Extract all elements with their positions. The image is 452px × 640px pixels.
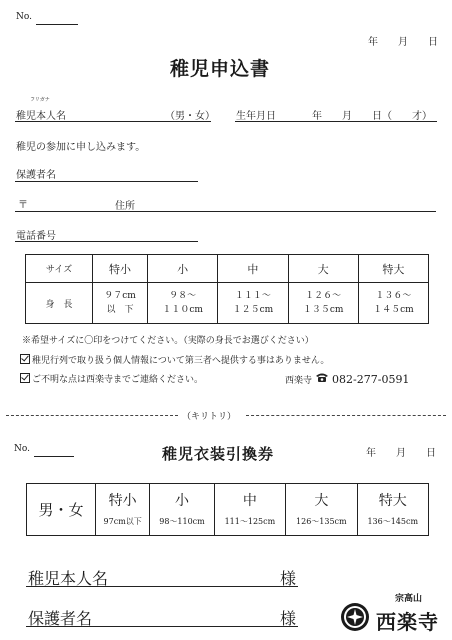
temple-mountain-name: 宗高山 (395, 594, 423, 604)
guardian-field[interactable] (15, 181, 198, 182)
ticket-size-xl[interactable] (357, 484, 428, 536)
note-contact: ご不明な点は西楽寺までご連絡ください。 (32, 375, 204, 385)
checkbox-checked-icon (20, 354, 30, 364)
form-no-label: No. (16, 12, 32, 22)
ticket-size-range: 111〜125cm (224, 516, 276, 526)
ticket-honorific: 様 (280, 609, 297, 628)
child-name-field[interactable] (15, 121, 211, 122)
note-size: ※希望サイズに〇印をつけてください。（実際の身長でお選びください） (22, 336, 314, 346)
address-field[interactable] (15, 211, 436, 212)
height-range-s-to: １１０cm (162, 305, 203, 315)
form-date: 年 月 日 (368, 37, 438, 48)
ticket-size-xs[interactable] (96, 484, 150, 536)
ticket-no-field[interactable] (34, 456, 74, 457)
ticket-no-label: No. (14, 444, 30, 454)
child-name-ruby: フリガナ (30, 97, 50, 103)
size-option-l[interactable]: 大 (288, 255, 358, 283)
height-range-m (218, 283, 288, 324)
note-privacy: 稚児行列で取り扱う個人情報について第三者へ提供する事はありません。 (32, 356, 330, 366)
ticket-child-name-field[interactable] (26, 586, 298, 587)
phone-label: 電話番号 (16, 231, 56, 242)
birth-label: 生年月日 (236, 111, 276, 122)
ticket-size-range: 98〜110cm (159, 516, 205, 526)
child-name-label: 稚児本人名 (16, 111, 66, 122)
ticket-size-m[interactable] (214, 484, 285, 536)
ticket-size-label: 大 (314, 492, 329, 509)
height-range-xs-to: 以 下 (106, 305, 134, 315)
height-range-l (288, 283, 358, 324)
ticket-gender[interactable]: 男・女 (27, 484, 96, 536)
size-option-m[interactable]: 中 (218, 255, 288, 283)
size-table (25, 254, 429, 324)
temple-contact-row (285, 372, 409, 386)
ticket-size-label: 特大 (378, 492, 407, 509)
phone-number: 082-277-0591 (332, 372, 410, 386)
form-no-field[interactable] (36, 24, 78, 25)
guardian-label: 保護者名 (16, 170, 56, 181)
height-range-xl (358, 283, 428, 324)
height-range-xs (93, 283, 148, 324)
height-range-s (148, 283, 218, 324)
ticket-size-s[interactable] (150, 484, 214, 536)
temple-contact: 西楽寺 (285, 375, 313, 386)
height-range-s-from: ９８〜 (169, 291, 197, 301)
ticket-size-table (26, 483, 429, 536)
ticket-size-range: 136〜145cm (367, 516, 419, 526)
form-title: 稚児申込書 (170, 58, 271, 80)
size-option-xl[interactable]: 特大 (358, 255, 428, 283)
height-range-xl-to: １４５cm (373, 305, 414, 315)
phone-field[interactable] (15, 241, 198, 242)
size-option-s[interactable]: 小 (148, 255, 218, 283)
birth-field[interactable] (235, 121, 437, 122)
ticket-child-name-label: 稚児本人名 (28, 569, 109, 588)
ticket-size-l[interactable] (286, 484, 357, 536)
height-range-m-to: １２５cm (232, 305, 274, 315)
ticket-size-range: 97cm以下 (103, 516, 142, 526)
cut-line-left (6, 415, 178, 416)
ticket-size-label: 中 (242, 492, 257, 509)
size-header-label: サイズ (26, 255, 93, 283)
temple-name: 西楽寺 (376, 610, 439, 634)
apply-text: 稚児の参加に申し込みます。 (16, 142, 146, 153)
cut-label: （キリトリ） (182, 412, 237, 422)
height-label: 身 長 (26, 283, 93, 324)
address-label: 住所 (115, 201, 135, 212)
ticket-size-range: 126〜135cm (296, 516, 347, 526)
phone-icon (315, 372, 329, 386)
note-contact-row (20, 372, 203, 385)
note-privacy-row (20, 353, 329, 366)
temple-crest-icon (340, 602, 370, 632)
ticket-title: 稚児衣装引換券 (162, 445, 275, 463)
height-range-xl-from: １３６〜 (375, 291, 412, 301)
height-range-m-from: １１１〜 (234, 291, 271, 301)
height-range-l-from: １２６〜 (305, 291, 342, 301)
cut-line-right (246, 415, 446, 416)
birth-date: 年 月 日（ 才） (312, 111, 432, 122)
ticket-size-label: 特小 (108, 492, 137, 509)
postal-mark: 〒 (18, 200, 28, 211)
ticket-size-label: 小 (175, 492, 189, 509)
ticket-guardian-label: 保護者名 (28, 609, 93, 628)
height-range-xs-from: ９７cm (104, 291, 136, 301)
ticket-guardian-field[interactable] (26, 626, 298, 627)
size-option-xs[interactable]: 特小 (93, 255, 148, 283)
height-range-l-to: １３５cm (302, 305, 344, 315)
ticket-date: 年 月 日 (366, 448, 436, 459)
checkbox-checked-icon (20, 373, 30, 383)
ticket-honorific: 様 (280, 569, 297, 588)
gender-choice[interactable]: （男・女） (165, 111, 215, 122)
